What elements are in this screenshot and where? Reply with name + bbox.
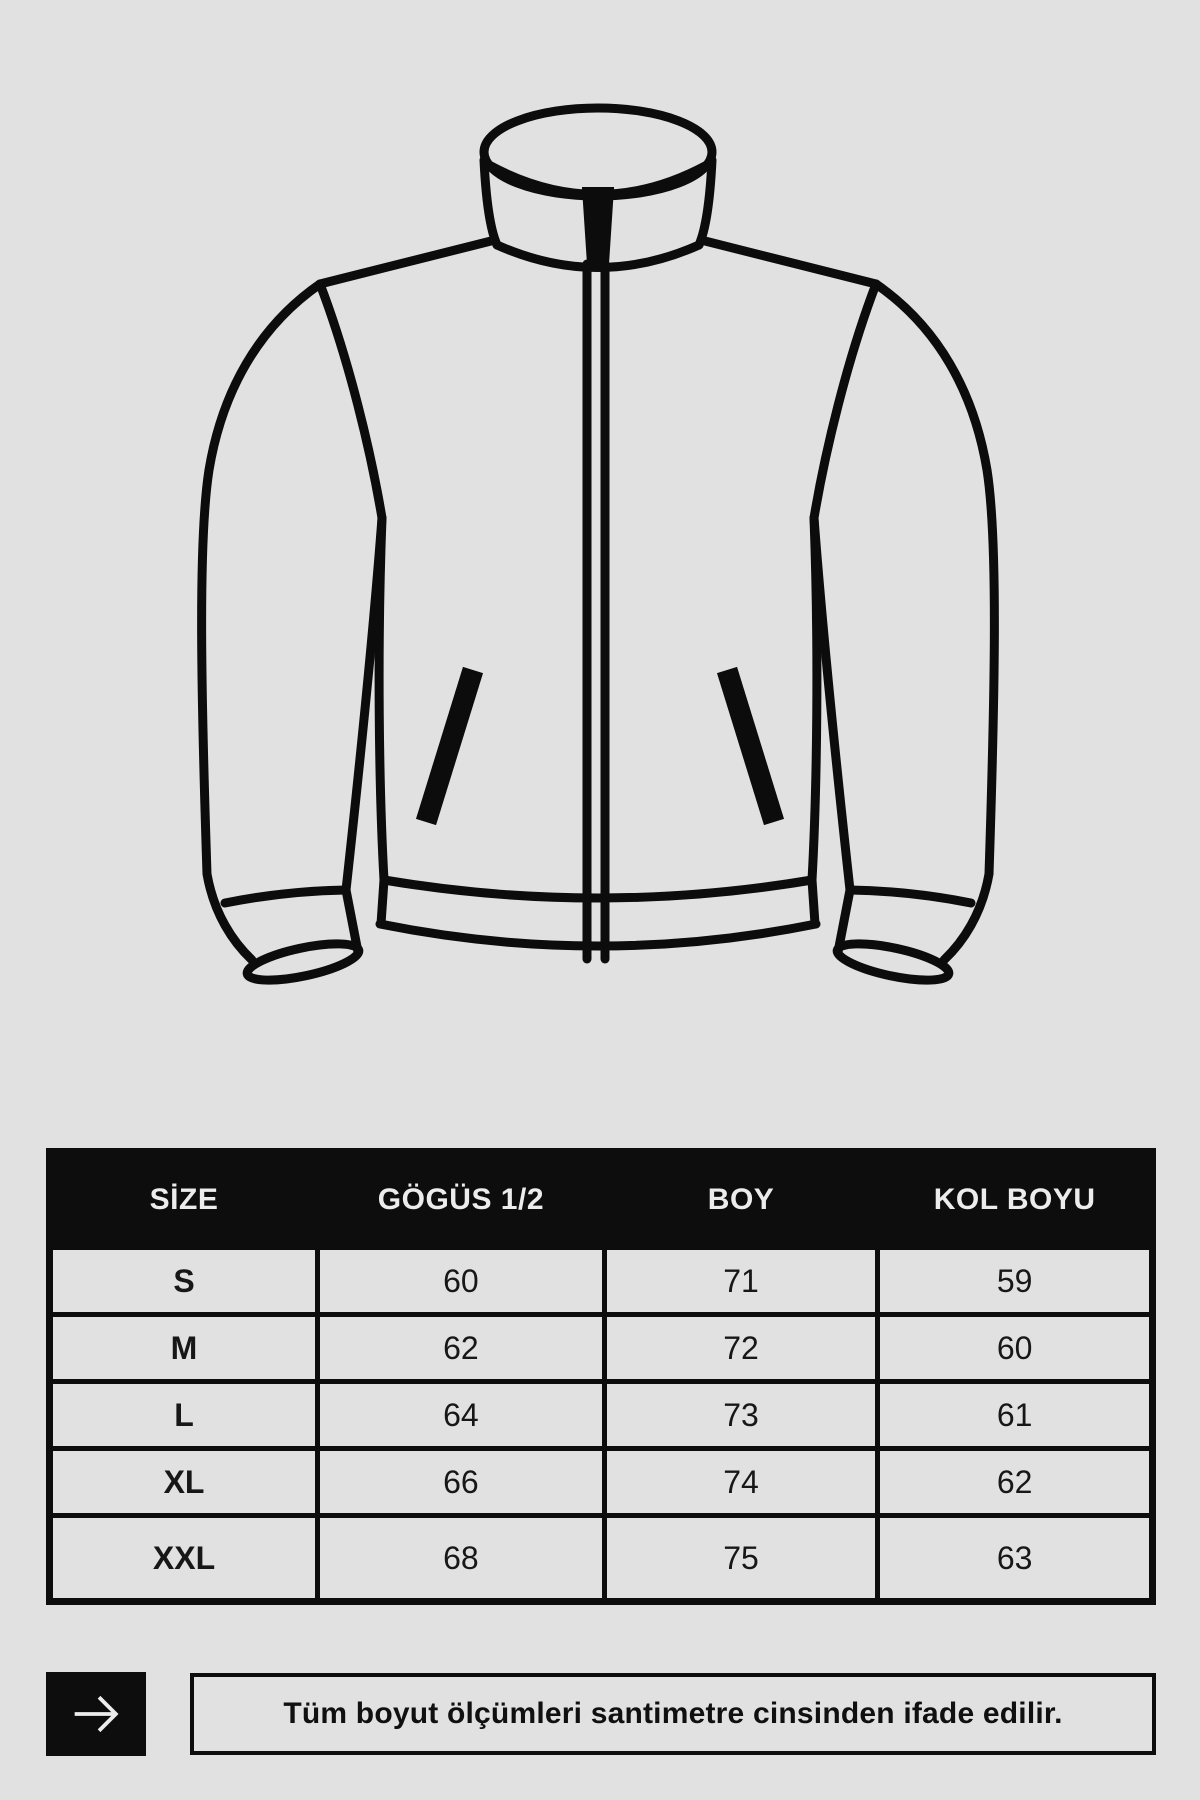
arrow-icon-box bbox=[46, 1672, 146, 1756]
pocket-right bbox=[727, 670, 774, 822]
length-value: 73 bbox=[604, 1382, 878, 1449]
size-label: L bbox=[50, 1382, 318, 1449]
hem-top-seam bbox=[384, 880, 812, 898]
column-header-length: BOY bbox=[604, 1152, 878, 1248]
size-table bbox=[46, 1148, 1156, 1605]
measurement-note-text: Tüm boyut ölçümleri santimetre cinsinden ifade edilir. bbox=[283, 1697, 1063, 1730]
chest-value: 66 bbox=[318, 1449, 605, 1516]
sleeve-right-outer bbox=[876, 284, 994, 960]
body-side-right bbox=[812, 518, 817, 924]
chest-value: 60 bbox=[318, 1248, 605, 1315]
cuff-left-opening bbox=[244, 936, 361, 987]
length-value: 72 bbox=[604, 1315, 878, 1382]
table-row-s bbox=[50, 1248, 1153, 1315]
cuff-right-opening bbox=[834, 936, 951, 987]
length-value: 75 bbox=[604, 1516, 878, 1602]
cuff-right-top bbox=[850, 890, 971, 903]
body-side-left bbox=[379, 518, 384, 924]
sleeve-left-outer bbox=[202, 284, 320, 960]
column-header-chest: GÖGÜS 1/2 bbox=[318, 1152, 605, 1248]
size-table-header-row bbox=[50, 1152, 1153, 1248]
size-label: S bbox=[50, 1248, 318, 1315]
column-header-size: SİZE bbox=[50, 1152, 318, 1248]
table-row-m bbox=[50, 1315, 1153, 1382]
chest-value: 62 bbox=[318, 1315, 605, 1382]
column-header-sleeve: KOL BOYU bbox=[878, 1152, 1153, 1248]
sleeve-value: 61 bbox=[878, 1382, 1153, 1449]
chest-value: 68 bbox=[318, 1516, 605, 1602]
sleeve-value: 60 bbox=[878, 1315, 1153, 1382]
table-row-l bbox=[50, 1382, 1153, 1449]
chest-value: 64 bbox=[318, 1382, 605, 1449]
cuff-left-top bbox=[225, 890, 346, 903]
sleeve-value: 62 bbox=[878, 1449, 1153, 1516]
pocket-left bbox=[426, 670, 473, 822]
sleeve-value: 59 bbox=[878, 1248, 1153, 1315]
shoulder-seam-right bbox=[701, 240, 876, 284]
length-value: 74 bbox=[604, 1449, 878, 1516]
size-label: M bbox=[50, 1315, 318, 1382]
shoulder-seam-left bbox=[320, 240, 495, 284]
armhole-seam-right bbox=[814, 284, 876, 518]
table-row-xl bbox=[50, 1449, 1153, 1516]
zipper-pull bbox=[583, 188, 613, 264]
measurement-note-box bbox=[190, 1673, 1156, 1755]
size-label: XL bbox=[50, 1449, 318, 1516]
armhole-seam-left bbox=[320, 284, 382, 518]
sleeve-value: 63 bbox=[878, 1516, 1153, 1602]
right-arrow-icon bbox=[64, 1682, 128, 1746]
length-value: 71 bbox=[604, 1248, 878, 1315]
size-label: XXL bbox=[50, 1516, 318, 1602]
hem-bottom-edge bbox=[380, 924, 816, 946]
table-row-xxl bbox=[50, 1516, 1153, 1602]
